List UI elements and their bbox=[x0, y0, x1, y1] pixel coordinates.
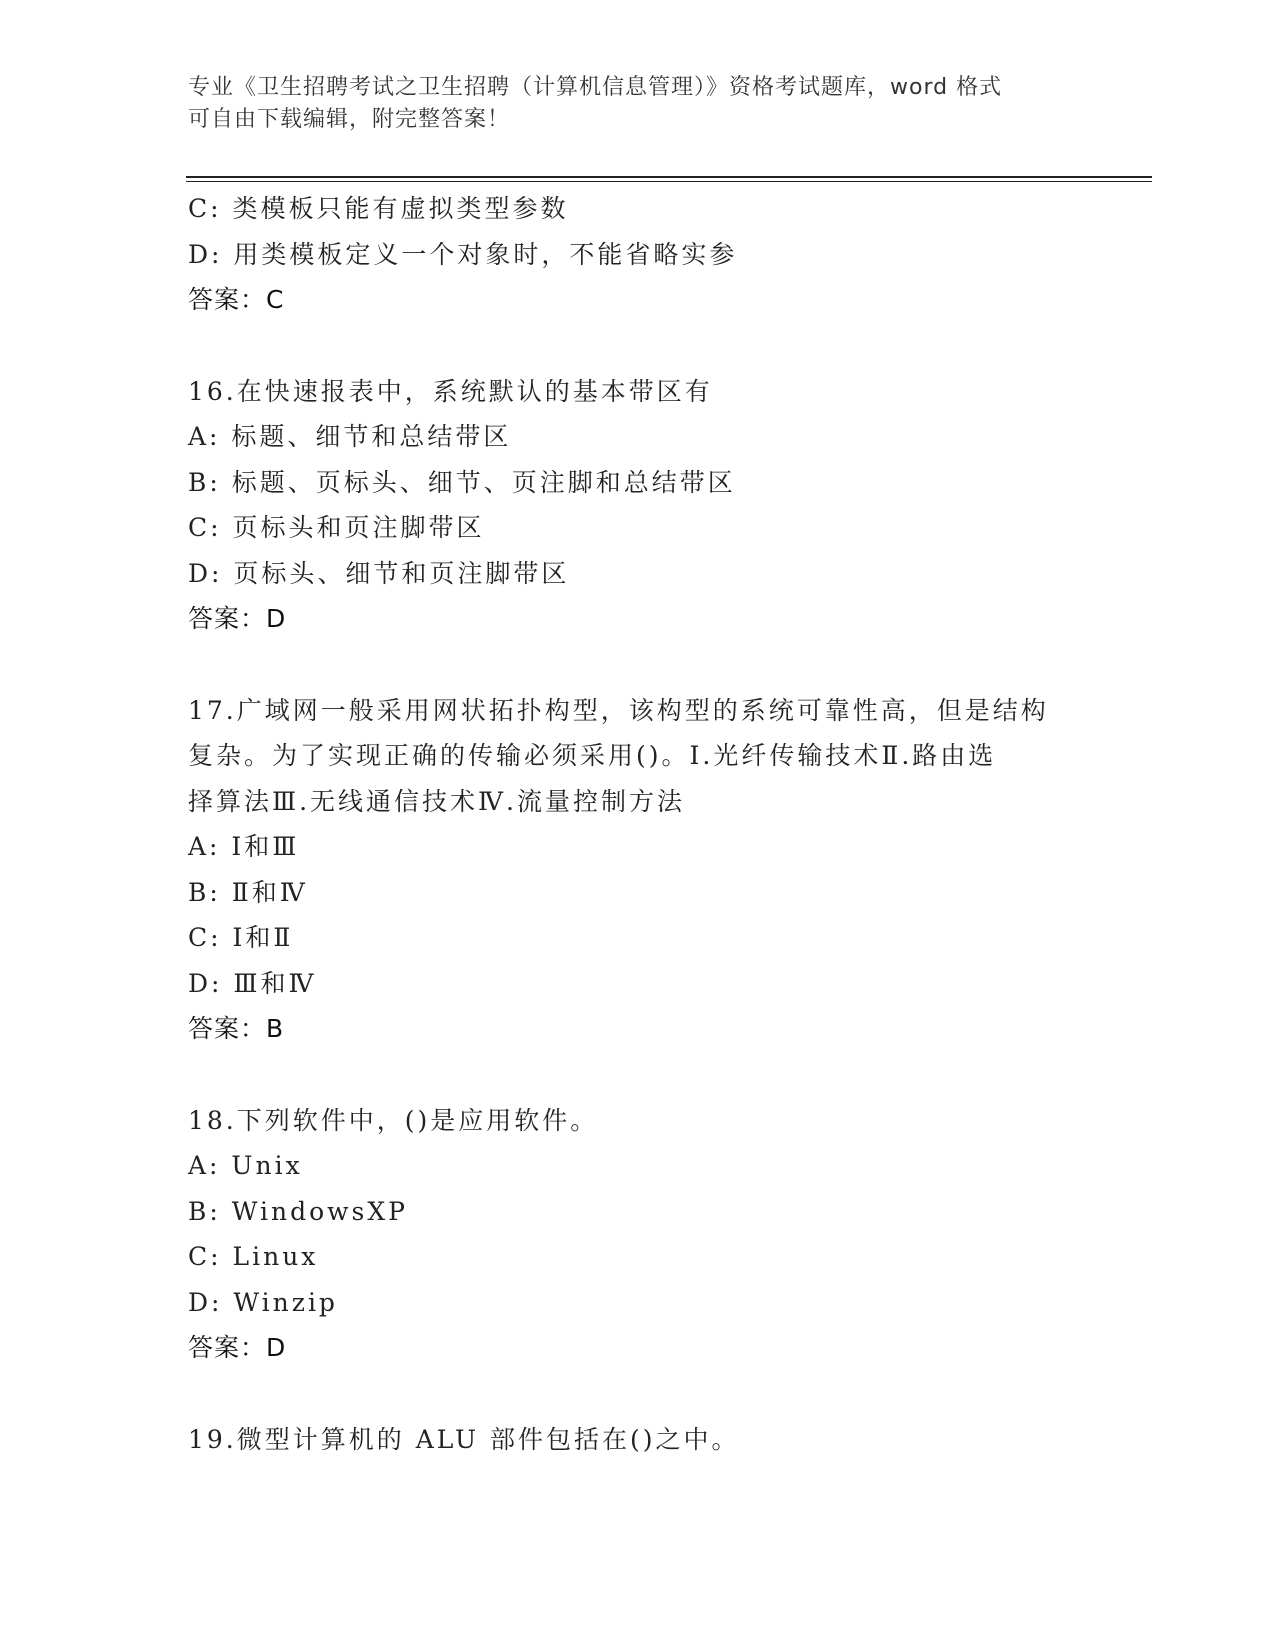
option-c: C: Ⅰ和Ⅱ bbox=[188, 923, 294, 952]
question-list bbox=[188, 186, 1088, 1462]
document-header bbox=[188, 72, 1068, 136]
option-b: B: WindowsXP bbox=[188, 1196, 408, 1226]
question-text: 择算法Ⅲ.无线通信技术Ⅳ.流量控制方法 bbox=[188, 786, 685, 816]
header-line-1: 专业《卫生招聘考试之卫生招聘（计算机信息管理）》资格考试题库，word 格式 bbox=[188, 75, 1003, 100]
question-19 bbox=[188, 1417, 1088, 1463]
question-text: 18.下列软件中，()是应用软件。 bbox=[188, 1105, 599, 1135]
option-d: D: 用类模板定义一个对象时，不能省略实参 bbox=[188, 239, 738, 269]
option-c: C: Linux bbox=[188, 1242, 319, 1271]
option-a: A: Unix bbox=[188, 1151, 303, 1180]
option-b: B: 标题、页标头、细节、页注脚和总结带区 bbox=[188, 467, 736, 497]
option-d: D: 页标头、细节和页注脚带区 bbox=[188, 558, 570, 588]
option-b: B: Ⅱ和Ⅳ bbox=[188, 877, 308, 907]
option-a: A: Ⅰ和Ⅲ bbox=[188, 832, 300, 861]
question-text: 复杂。为了实现正确的传输必须采用()。Ⅰ.光纤传输技术Ⅱ.路由选 bbox=[188, 741, 997, 770]
question-16 bbox=[188, 369, 1088, 642]
answer-line: 答案：D bbox=[188, 1333, 287, 1362]
option-a: A: 标题、细节和总结带区 bbox=[188, 422, 512, 451]
question-text: 17.广域网一般采用网状拓扑构型，该构型的系统可靠性高，但是结构 bbox=[188, 695, 1049, 725]
option-d: D: Ⅲ和Ⅳ bbox=[188, 968, 317, 998]
header-line-2: 可自由下载编辑，附完整答案！ bbox=[188, 107, 511, 132]
answer-line: 答案：D bbox=[188, 604, 287, 633]
header-rule-thin bbox=[186, 181, 1152, 182]
answer-line: 答案：B bbox=[188, 1014, 285, 1043]
question-17 bbox=[188, 688, 1088, 1052]
option-d: D: Winzip bbox=[188, 1287, 338, 1317]
option-c: C: 页标头和页注脚带区 bbox=[188, 513, 485, 542]
option-c: C: 类模板只能有虚拟类型参数 bbox=[188, 194, 569, 223]
header-rule bbox=[186, 176, 1152, 178]
question-text: 16.在快速报表中，系统默认的基本带区有 bbox=[188, 376, 713, 406]
question-text: 19.微型计算机的 ALU 部件包括在()之中。 bbox=[188, 1424, 740, 1454]
answer-line: 答案：C bbox=[188, 285, 285, 314]
question-18 bbox=[188, 1098, 1088, 1371]
